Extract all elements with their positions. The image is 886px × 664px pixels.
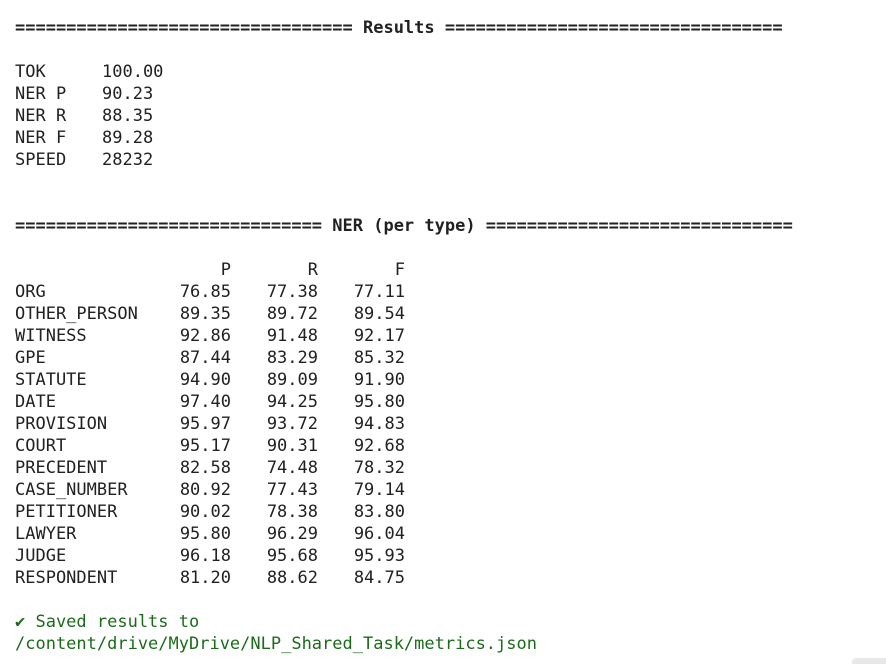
score-p: 90.02 xyxy=(179,502,231,522)
entity-type-label: STATUTE xyxy=(15,370,87,390)
score-f: 92.68 xyxy=(353,436,405,456)
scrollbar-corner[interactable] xyxy=(852,658,886,664)
score-r: 77.43 xyxy=(266,480,318,500)
score-r: 91.48 xyxy=(266,326,318,346)
score-p: 95.80 xyxy=(179,524,231,544)
saved-message: ✔ Saved results to xyxy=(15,612,200,632)
summary-value: 90.23 xyxy=(102,84,154,104)
score-p: 97.40 xyxy=(179,392,231,412)
score-r: 95.68 xyxy=(266,546,318,566)
entity-type-label: CASE_NUMBER xyxy=(15,480,128,500)
summary-label: NER R xyxy=(15,106,67,126)
score-f: 85.32 xyxy=(353,348,405,368)
table-row xyxy=(15,435,415,457)
entity-type-label: COURT xyxy=(15,436,67,456)
score-r: 77.38 xyxy=(266,282,318,302)
score-p: 94.90 xyxy=(179,370,231,390)
table-row xyxy=(15,413,415,435)
table-row xyxy=(15,523,415,545)
score-r: 83.29 xyxy=(266,348,318,368)
results-header: ================================= Results ================================= xyxy=(15,18,783,38)
table-row xyxy=(15,501,415,523)
entity-type-label: OTHER_PERSON xyxy=(15,304,138,324)
saved-path: /content/drive/MyDrive/NLP_Shared_Task/metrics.json xyxy=(15,634,537,654)
score-p: 89.35 xyxy=(179,304,231,324)
entity-type-label: LAWYER xyxy=(15,524,77,544)
table-row xyxy=(15,303,415,325)
entity-type-label: GPE xyxy=(15,348,46,368)
table-row xyxy=(15,457,415,479)
score-p: 95.17 xyxy=(179,436,231,456)
entity-type-label: DATE xyxy=(15,392,56,412)
table-row xyxy=(15,567,415,589)
entity-type-label: PETITIONER xyxy=(15,502,118,522)
column-header-f: F xyxy=(394,260,405,280)
score-f: 78.32 xyxy=(353,458,405,478)
summary-value: 28232 xyxy=(102,150,154,170)
table-row xyxy=(15,545,415,567)
score-r: 78.38 xyxy=(266,502,318,522)
entity-type-label: PRECEDENT xyxy=(15,458,108,478)
summary-row xyxy=(15,83,215,105)
score-f: 84.75 xyxy=(353,568,405,588)
summary-row xyxy=(15,61,215,83)
score-f: 79.14 xyxy=(353,480,405,500)
score-p: 92.86 xyxy=(179,326,231,346)
score-r: 88.62 xyxy=(266,568,318,588)
score-r: 93.72 xyxy=(266,414,318,434)
score-f: 95.93 xyxy=(353,546,405,566)
score-f: 94.83 xyxy=(353,414,405,434)
summary-label: SPEED xyxy=(15,150,67,170)
summary-row xyxy=(15,105,215,127)
score-p: 95.97 xyxy=(179,414,231,434)
score-r: 94.25 xyxy=(266,392,318,412)
score-r: 89.72 xyxy=(266,304,318,324)
score-f: 91.90 xyxy=(353,370,405,390)
score-p: 82.58 xyxy=(179,458,231,478)
score-p: 76.85 xyxy=(179,282,231,302)
score-f: 96.04 xyxy=(353,524,405,544)
table-row xyxy=(15,391,415,413)
summary-label: NER P xyxy=(15,84,67,104)
table-row xyxy=(15,281,415,303)
score-p: 96.18 xyxy=(179,546,231,566)
entity-type-label: PROVISION xyxy=(15,414,108,434)
entity-type-label: RESPONDENT xyxy=(15,568,118,588)
score-r: 96.29 xyxy=(266,524,318,544)
score-p: 87.44 xyxy=(179,348,231,368)
score-p: 80.92 xyxy=(179,480,231,500)
summary-value: 88.35 xyxy=(102,106,154,126)
summary-row xyxy=(15,127,215,149)
column-header-p: P xyxy=(220,260,231,280)
summary-label: TOK xyxy=(15,62,46,82)
summary-value: 89.28 xyxy=(102,128,154,148)
score-f: 83.80 xyxy=(353,502,405,522)
entity-type-label: JUDGE xyxy=(15,546,67,566)
score-f: 89.54 xyxy=(353,304,405,324)
score-r: 90.31 xyxy=(266,436,318,456)
column-header-r: R xyxy=(307,260,318,280)
column-header-row xyxy=(15,259,415,281)
table-row xyxy=(15,479,415,501)
entity-type-label: WITNESS xyxy=(15,326,87,346)
score-p: 81.20 xyxy=(179,568,231,588)
entity-type-label: ORG xyxy=(15,282,46,302)
score-r: 74.48 xyxy=(266,458,318,478)
score-f: 95.80 xyxy=(353,392,405,412)
ner-per-type-header: ============================== NER (per type) ============================== xyxy=(15,216,793,236)
table-row xyxy=(15,347,415,369)
score-f: 77.11 xyxy=(353,282,405,302)
table-row xyxy=(15,369,415,391)
summary-label: NER F xyxy=(15,128,67,148)
score-r: 89.09 xyxy=(266,370,318,390)
summary-value: 100.00 xyxy=(102,62,164,82)
score-f: 92.17 xyxy=(353,326,405,346)
summary-row xyxy=(15,149,215,171)
table-row xyxy=(15,325,415,347)
